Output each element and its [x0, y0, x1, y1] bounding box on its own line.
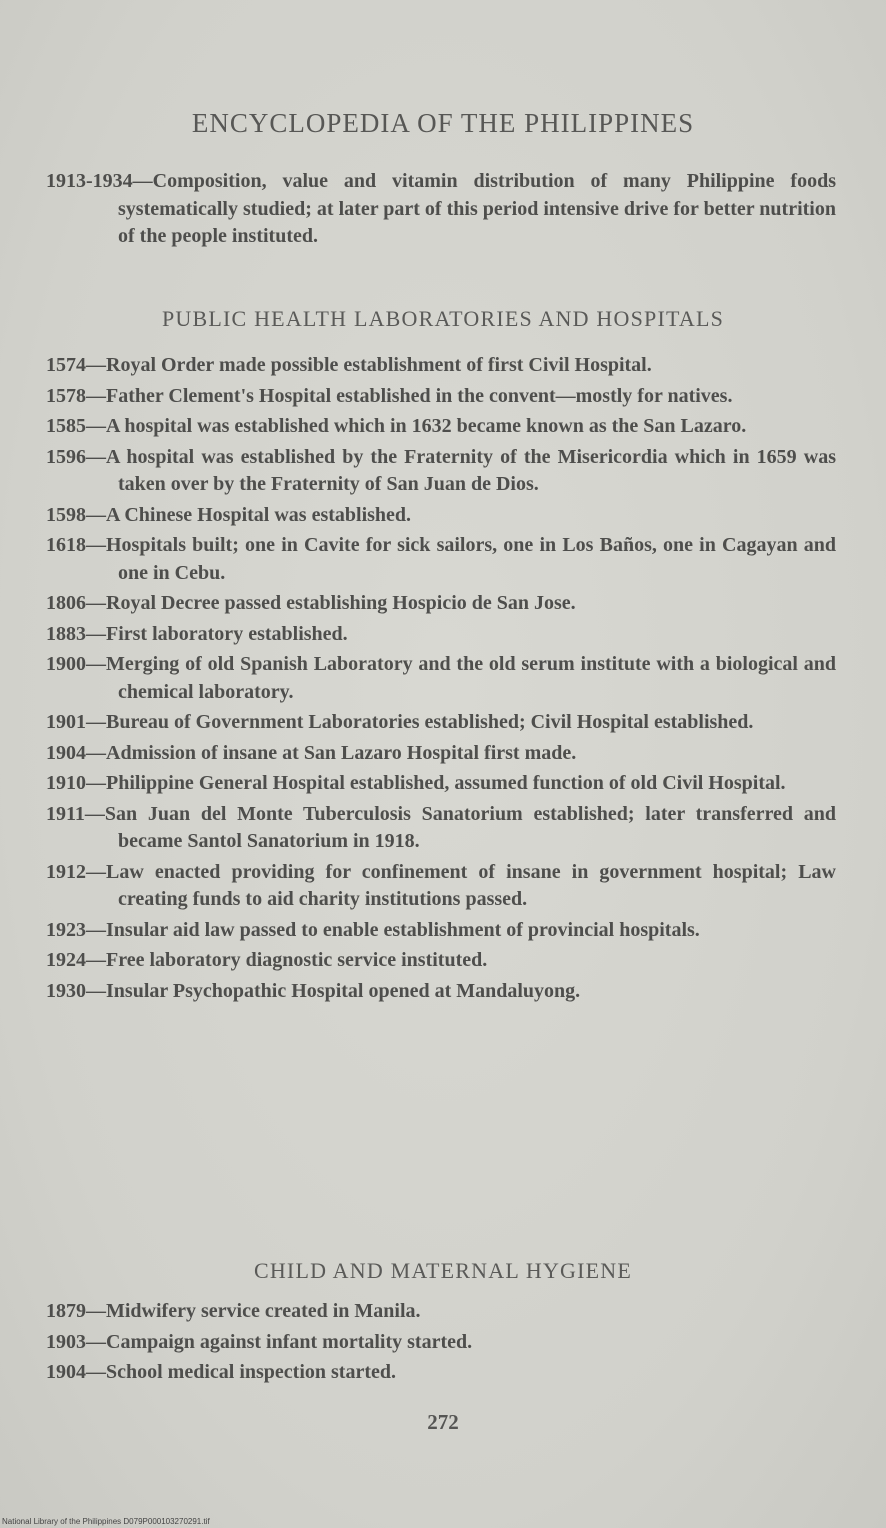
- list-item: 1618—Hospitals built; one in Cavite for sick sailors, one in Los Baños, one in Cagayan and one in Cebu.: [46, 534, 836, 584]
- entry-text: Father Clement's Hospital established in the convent—mostly for natives.: [106, 384, 733, 407]
- list-item: 1578—Father Clement's Hospital established in the convent—mostly for natives.: [46, 384, 733, 407]
- entry-year: 1912: [46, 860, 86, 883]
- list-item: 1585—A hospital was established which in 1632 became known as the San Lazaro.: [46, 415, 747, 437]
- entry-text: Bureau of Government Laboratories established; Civil Hospital established.: [106, 711, 754, 733]
- list-item: 1904—Admission of insane at San Lazaro Hospital first made.: [46, 741, 577, 764]
- list-item: 1879—Midwifery service created in Manila.: [46, 1300, 421, 1322]
- entry-text: Law enacted providing for confinement of insane in government hospital; Law creating funds to aid charity institutions passed.: [106, 860, 836, 910]
- entry-year: 1618: [46, 534, 86, 556]
- entry-year: 1924: [46, 949, 86, 971]
- entry-year: 1596: [46, 445, 86, 468]
- list-item: 1923—Insular aid law passed to enable establishment of provincial hospitals.: [46, 918, 700, 941]
- entry-text: A hospital was established which in 1632 became known as the San Lazaro.: [106, 415, 747, 437]
- entry-year: 1923: [46, 918, 86, 941]
- entry-year: 1578: [46, 384, 86, 407]
- entry-year: 1904: [46, 1361, 86, 1383]
- section-title-public-health: PUBLIC HEALTH LABORATORIES AND HOSPITALS: [161, 306, 725, 331]
- list-item: 1900—Merging of old Spanish Laboratory and the old serum institute with a biological and chemical laboratory.: [46, 653, 836, 703]
- entry-text: School medical inspection started.: [106, 1361, 396, 1383]
- entry-text: Insular aid law passed to enable establishment of provincial hospitals.: [106, 918, 700, 941]
- intro-text: Composition, value and vitamin distribution of many Philippine foods systematically studied; at later part of this period intensive drive for better nutrition of the people instituted.: [118, 170, 836, 247]
- entry-year: 1598: [46, 503, 86, 526]
- list-item: 1910—Philippine General Hospital established, assumed function of old Civil Hospital.: [46, 772, 786, 794]
- entry-text: Royal Decree passed establishing Hospicio de San Jose.: [106, 592, 576, 614]
- entry-year: 1903: [46, 1330, 86, 1353]
- list-item: 1903—Campaign against infant mortality started.: [46, 1330, 473, 1353]
- entry-text: Merging of old Spanish Laboratory and the old serum institute with a biological and chemical laboratory.: [106, 653, 836, 703]
- child-maternal-entries: [46, 1298, 836, 1390]
- page-number: 272: [427, 1410, 459, 1434]
- intro-entry: [46, 168, 836, 254]
- entry-text: Philippine General Hospital established, assumed function of old Civil Hospital.: [106, 772, 786, 794]
- list-item: 1901—Bureau of Government Laboratories established; Civil Hospital established.: [46, 711, 754, 733]
- intro-paragraph: 1913-1934—Composition, value and vitamin distribution of many Philippine foods systematically studied; at later part of this period intensive drive for better nutrition of the people instituted.: [46, 170, 836, 247]
- entry-year: 1911: [46, 802, 85, 825]
- entry-year: 1904: [46, 741, 86, 764]
- list-item: 1930—Insular Psychopathic Hospital opened at Mandaluyong.: [46, 979, 581, 1002]
- public-health-entries: [46, 352, 836, 1008]
- list-item: 1596—A hospital was established by the Fraternity of the Misericordia which in 1659 was taken over by the Fraternity of San Juan de Dios.: [46, 445, 836, 495]
- entry-year: 1883: [46, 622, 86, 645]
- list-item: 1904—School medical inspection started.: [46, 1361, 396, 1383]
- list-item: 1574—Royal Order made possible establishment of first Civil Hospital.: [46, 354, 652, 376]
- entry-text: Royal Order made possible establishment of first Civil Hospital.: [106, 354, 652, 376]
- entry-year: 1901: [46, 711, 86, 733]
- list-item: 1598—A Chinese Hospital was established.: [46, 503, 412, 526]
- running-head: ENCYCLOPEDIA OF THE PHILIPPINES: [191, 108, 695, 138]
- entry-text: First laboratory established.: [106, 622, 348, 645]
- entry-text: Insular Psychopathic Hospital opened at Mandaluyong.: [106, 979, 581, 1002]
- list-item: 1912—Law enacted providing for confinement of insane in government hospital; Law creating funds to aid charity institutions passed.: [46, 860, 836, 910]
- section-title-child-maternal: CHILD AND MATERNAL HYGIENE: [253, 1258, 633, 1283]
- entry-text: Midwifery service created in Manila.: [106, 1300, 421, 1322]
- list-item: 1806—Royal Decree passed establishing Hospicio de San Jose.: [46, 592, 576, 614]
- entry-year: 1879: [46, 1300, 86, 1322]
- entry-text: Admission of insane at San Lazaro Hospital first made.: [106, 741, 577, 764]
- entry-text: San Juan del Monte Tuberculosis Sanatorium established; later transferred and became Santol Sanatorium in 1918.: [104, 802, 836, 852]
- scan-footer-note: National Library of the Philippines D079P000103270291.tif: [2, 1517, 210, 1526]
- entry-text: A hospital was established by the Fraternity of the Misericordia which in 1659 was taken over by the Fraternity of San Juan de Dios.: [106, 445, 836, 495]
- list-item: 1911—San Juan del Monte Tuberculosis Sanatorium established; later transferred and became Santol Sanatorium in 1918.: [46, 802, 836, 852]
- entry-text: Campaign against infant mortality started.: [106, 1330, 473, 1353]
- entry-year: 1806: [46, 592, 86, 614]
- entry-text: Free laboratory diagnostic service instituted.: [106, 949, 488, 971]
- entry-text: Hospitals built; one in Cavite for sick sailors, one in Los Baños, one in Cagayan and one in Cebu.: [106, 534, 836, 584]
- entry-year: 1585: [46, 415, 86, 437]
- list-item: 1883—First laboratory established.: [46, 622, 348, 645]
- entry-text: A Chinese Hospital was established.: [106, 503, 412, 526]
- entry-year: 1900: [46, 653, 86, 675]
- intro-year: 1913-1934: [46, 170, 133, 192]
- list-item: 1924—Free laboratory diagnostic service instituted.: [46, 949, 488, 971]
- entry-year: 1930: [46, 979, 86, 1002]
- entry-year: 1574: [46, 354, 86, 376]
- entry-year: 1910: [46, 772, 86, 794]
